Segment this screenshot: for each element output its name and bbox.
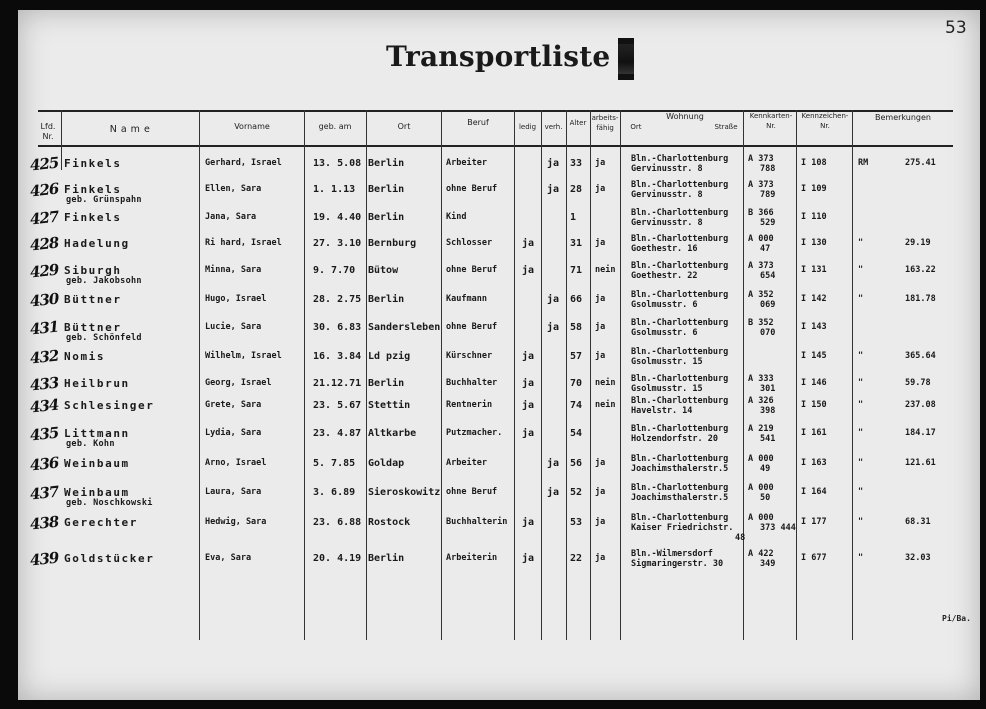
cell-w1: Bln.-Charlottenburg: [631, 424, 729, 434]
cell-kk1: A 000: [748, 454, 774, 464]
cell-geb-am: 23. 5.67: [313, 400, 362, 411]
cell-geb-am: 23. 4.87: [313, 428, 362, 439]
cell-geb-am: 23. 6.88: [313, 517, 362, 528]
cell-nr: 434: [29, 395, 60, 417]
cell-geb-am: 28. 2.75: [313, 294, 362, 305]
cell-ort: Berlin: [368, 184, 405, 195]
cell-beruf: Buchhalter: [446, 378, 498, 388]
cell-kk1: B 366: [748, 208, 774, 218]
cell-beruf: ohne Beruf: [446, 322, 498, 332]
cell-ort: Bütow: [368, 265, 399, 276]
cell-vorname: Wilhelm, Israel: [205, 351, 282, 361]
cell-vorname: Gerhard, Israel: [205, 158, 282, 168]
cell-beruf: ohne Beruf: [446, 487, 498, 497]
cell-kk1: A 326: [748, 396, 774, 406]
cell-name: Finkels: [64, 183, 122, 196]
cell-bem2: 121.61: [905, 458, 936, 468]
cell-name: Nomis: [64, 350, 106, 363]
cell-bem2: 237.08: [905, 400, 936, 410]
cell-nr: 433: [29, 373, 60, 395]
col-divider: [514, 110, 515, 640]
cell-verh: ja: [547, 158, 560, 169]
cell-kz: I 150: [801, 400, 827, 410]
cell-geb-am: 30. 6.83: [313, 322, 362, 333]
cell-kk2: 49: [760, 464, 771, 474]
cell-name: Heilbrun: [64, 377, 130, 390]
cell-verh: ja: [547, 458, 560, 469]
cell-bem1: RM: [858, 158, 869, 168]
header-arbeitsfaehig: arbeits- fähig: [591, 114, 619, 132]
cell-bem2: 59.78: [905, 378, 931, 388]
cell-ort: Bernburg: [368, 238, 417, 249]
cell-faehig: ja: [595, 322, 606, 332]
cell-beruf: Arbeiterin: [446, 553, 498, 563]
cell-vorname: Eva, Sara: [205, 553, 252, 563]
col-divider: [743, 110, 744, 640]
roman-numeral-mark: [618, 38, 634, 80]
cell-w1: Bln.-Charlottenburg: [631, 261, 729, 271]
cell-beruf: Buchhalterin: [446, 517, 508, 527]
cell-w2: Kaiser Friedrichstr.: [631, 523, 734, 533]
cell-kz: I 108: [801, 158, 827, 168]
cell-alter: 31: [570, 238, 583, 249]
cell-vorname: Grete, Sara: [205, 400, 262, 410]
cell-name: Büttner: [64, 321, 122, 334]
cell-vorname: Jana, Sara: [205, 212, 257, 222]
cell-geb-am: 9. 7.70: [313, 265, 356, 276]
cell-name: Gerechter: [64, 516, 139, 529]
cell-vorname: Hedwig, Sara: [205, 517, 267, 527]
cell-w2: Holzendorfstr. 20: [631, 434, 718, 444]
cell-name: Weinbaum: [64, 486, 130, 499]
col-divider: [796, 110, 797, 640]
cell-geb-am: 20. 4.19: [313, 553, 362, 564]
cell-kk1: A 373: [748, 180, 774, 190]
cell-alter: 57: [570, 351, 583, 362]
cell-geb: geb. Schönfeld: [66, 333, 142, 343]
cell-kk1: A 000: [748, 483, 774, 493]
cell-bem1: ": [858, 400, 864, 410]
cell-kk2: 069: [760, 300, 776, 310]
cell-kz: I 130: [801, 238, 827, 248]
cell-kz: I 146: [801, 378, 827, 388]
cell-geb-am: 5. 7.85: [313, 458, 356, 469]
cell-w2: Gsolmusstr. 15: [631, 357, 703, 367]
cell-ledig: ja: [522, 265, 535, 276]
header-lfd-nr: Lfd. Nr.: [40, 122, 56, 141]
cell-vorname: Ri hard, Israel: [205, 238, 282, 248]
cell-vorname: Lucie, Sara: [205, 322, 262, 332]
cell-w1: Bln.-Charlottenburg: [631, 513, 729, 523]
cell-ledig: ja: [522, 351, 535, 362]
cell-bem1: ": [858, 487, 864, 497]
cell-alter: 54: [570, 428, 583, 439]
cell-w1: Bln.-Charlottenburg: [631, 454, 729, 464]
cell-w2: Gervinusstr. 8: [631, 164, 703, 174]
header-kennkarten: Kennkarten- Nr.: [749, 112, 793, 130]
cell-geb: geb. Jakobsohn: [66, 276, 142, 286]
cell-faehig: ja: [595, 351, 606, 361]
cell-ledig: ja: [522, 378, 535, 389]
header-bottom-rule: [38, 145, 953, 147]
cell-ort: Sieroskowitz: [368, 487, 441, 498]
cell-name: Hadelung: [64, 237, 130, 250]
col-divider: [566, 110, 567, 640]
cell-ledig: ja: [522, 238, 535, 249]
cell-w2: Goethestr. 16: [631, 244, 698, 254]
cell-kz: I 677: [801, 553, 827, 563]
cell-geb-am: 19. 4.40: [313, 212, 362, 223]
cell-alter: 53: [570, 517, 583, 528]
cell-verh: ja: [547, 294, 560, 305]
cell-ledig: ja: [522, 428, 535, 439]
cell-faehig: ja: [595, 458, 606, 468]
cell-vorname: Minna, Sara: [205, 265, 262, 275]
cell-beruf: Schlosser: [446, 238, 493, 248]
header-verh: verh.: [544, 123, 563, 131]
header-ledig: ledig: [518, 123, 537, 131]
cell-faehig: nein: [595, 378, 616, 388]
cell-nr: 429: [29, 260, 60, 282]
cell-alter: 74: [570, 400, 583, 411]
header-wohnung: Wohnung: [666, 112, 704, 121]
cell-bem2: 68.31: [905, 517, 931, 527]
cell-geb: geb. Noschkowski: [66, 498, 153, 508]
cell-kk2: 301: [760, 384, 776, 394]
cell-name: Finkels: [64, 157, 122, 170]
cell-kz: I 177: [801, 517, 827, 527]
cell-vorname: Hugo, Israel: [205, 294, 267, 304]
cell-ort: Goldap: [368, 458, 405, 469]
header-geb-am: geb. am: [318, 122, 352, 131]
cell-nr: 431: [29, 317, 60, 339]
cell-w2: Gervinusstr. 8: [631, 218, 703, 228]
cell-geb: geb. Grünspahn: [66, 195, 142, 205]
col-divider: [590, 110, 591, 640]
cell-w2: Gsolmusstr. 6: [631, 300, 698, 310]
cell-w1: Bln.-Charlottenburg: [631, 347, 729, 357]
cell-kz: I 143: [801, 322, 827, 332]
cell-ort: Stettin: [368, 400, 411, 411]
cell-ort: Altkarbe: [368, 428, 417, 439]
cell-w1: Bln.-Charlottenburg: [631, 290, 729, 300]
cell-faehig: ja: [595, 158, 606, 168]
cell-nr: 432: [29, 346, 60, 368]
cell-kk1: A 333: [748, 374, 774, 384]
cell-bem2: 163.22: [905, 265, 936, 275]
cell-vorname: Lydia, Sara: [205, 428, 262, 438]
header-kennzeichen: Kennzeichen- Nr.: [801, 112, 849, 130]
cell-alter: 28: [570, 184, 583, 195]
cell-alter: 66: [570, 294, 583, 305]
cell-geb-am: 3. 6.89: [313, 487, 356, 498]
cell-verh: ja: [547, 322, 560, 333]
header-wohnung-ort: Ort: [630, 123, 642, 131]
cell-nr: 428: [29, 233, 60, 255]
cell-bem2: 365.64: [905, 351, 936, 361]
header-bemerkungen: Bemerkungen: [874, 113, 931, 122]
cell-faehig: ja: [595, 184, 606, 194]
cell-nr: 426: [29, 179, 60, 201]
cell-beruf: Kürschner: [446, 351, 493, 361]
cell-kz: I 164: [801, 487, 827, 497]
cell-ort: Sandersleben: [368, 322, 441, 333]
page-number: 53: [945, 18, 967, 38]
cell-nr: 430: [29, 289, 60, 311]
cell-ort: Berlin: [368, 158, 405, 169]
cell-geb-am: 16. 3.84: [313, 351, 362, 362]
cell-alter: 52: [570, 487, 583, 498]
cell-w1: Bln.-Charlottenburg: [631, 318, 729, 328]
cell-ort: Berlin: [368, 212, 405, 223]
cell-w1: Bln.-Charlottenburg: [631, 180, 729, 190]
cell-bem1: ": [858, 458, 864, 468]
cell-bem1: ": [858, 238, 864, 248]
cell-beruf: Kaufmann: [446, 294, 487, 304]
cell-w2: Joachimsthalerstr.5: [631, 493, 729, 503]
cell-beruf: Kind: [446, 212, 467, 222]
cell-alter: 71: [570, 265, 583, 276]
cell-beruf: ohne Beruf: [446, 184, 498, 194]
cell-kk1: A 373: [748, 261, 774, 271]
cell-kk2: 070: [760, 328, 776, 338]
cell-bem1: ": [858, 294, 864, 304]
col-divider: [441, 110, 442, 640]
cell-nr: 425: [29, 153, 60, 175]
cell-beruf: Putzmacher.: [446, 428, 503, 438]
cell-ort: Berlin: [368, 553, 405, 564]
cell-kk1: A 352: [748, 290, 774, 300]
cell-kz: I 131: [801, 265, 827, 275]
cell-name: Finkels: [64, 211, 122, 224]
cell-kz: I 145: [801, 351, 827, 361]
cell-kk1: A 373: [748, 154, 774, 164]
cell-alter: 22: [570, 553, 583, 564]
cell-kk2: 373 444: [760, 523, 796, 533]
cell-kk2: 788: [760, 164, 776, 174]
cell-w2: Gsolmusstr. 6: [631, 328, 698, 338]
cell-beruf: Arbeiter: [446, 458, 487, 468]
cell-beruf: ohne Beruf: [446, 265, 498, 275]
footnote-initials: Pi/Ba.: [942, 614, 971, 623]
cell-w3: 48: [735, 533, 746, 543]
cell-verh: ja: [547, 184, 560, 195]
cell-bem1: ": [858, 265, 864, 275]
cell-w2: Sigmaringerstr. 30: [631, 559, 724, 569]
cell-w2: Goethestr. 22: [631, 271, 698, 281]
col-divider: [366, 110, 367, 640]
cell-kk2: 789: [760, 190, 776, 200]
cell-w1: Bln.-Wilmersdorf: [631, 549, 713, 559]
cell-alter: 1: [570, 212, 577, 223]
cell-faehig: ja: [595, 238, 606, 248]
cell-w2: Gsolmusstr. 15: [631, 384, 703, 394]
cell-ort: Ld pzig: [368, 351, 411, 362]
cell-faehig: nein: [595, 265, 616, 275]
cell-ledig: ja: [522, 553, 535, 564]
page-title: Transportliste: [386, 40, 611, 73]
cell-nr: 438: [29, 512, 60, 534]
cell-geb-am: 13. 5.08: [313, 158, 362, 169]
cell-kk1: B 352: [748, 318, 774, 328]
cell-geb: geb. Kohn: [66, 439, 115, 449]
cell-faehig: ja: [595, 517, 606, 527]
cell-name: Goldstücker: [64, 552, 155, 565]
cell-bem2: 184.17: [905, 428, 936, 438]
cell-kz: I 110: [801, 212, 827, 222]
cell-vorname: Laura, Sara: [205, 487, 262, 497]
cell-bem2: 181.78: [905, 294, 936, 304]
cell-kk2: 541: [760, 434, 776, 444]
cell-alter: 33: [570, 158, 583, 169]
cell-w2: Joachimsthalerstr.5: [631, 464, 729, 474]
cell-faehig: ja: [595, 553, 606, 563]
cell-vorname: Ellen, Sara: [205, 184, 262, 194]
cell-vorname: Arno, Israel: [205, 458, 267, 468]
cell-faehig: ja: [595, 487, 606, 497]
cell-verh: ja: [547, 487, 560, 498]
cell-w1: Bln.-Charlottenburg: [631, 154, 729, 164]
cell-w1: Bln.-Charlottenburg: [631, 396, 729, 406]
cell-w1: Bln.-Charlottenburg: [631, 374, 729, 384]
cell-w1: Bln.-Charlottenburg: [631, 483, 729, 493]
cell-bem1: ": [858, 351, 864, 361]
cell-name: Weinbaum: [64, 457, 130, 470]
col-divider: [304, 110, 305, 640]
col-divider: [199, 110, 200, 640]
cell-nr: 436: [29, 453, 60, 475]
cell-beruf: Arbeiter: [446, 158, 487, 168]
cell-kz: I 142: [801, 294, 827, 304]
col-divider: [852, 110, 853, 640]
header-name: N a m e: [109, 124, 151, 135]
header-alter: Alter: [569, 119, 587, 127]
cell-ort: Berlin: [368, 294, 405, 305]
cell-kk2: 529: [760, 218, 776, 228]
cell-geb-am: 21.12.71: [313, 378, 362, 389]
cell-bem1: ": [858, 428, 864, 438]
cell-w2: Gervinusstr. 8: [631, 190, 703, 200]
cell-nr: 437: [29, 482, 60, 504]
cell-w1: Bln.-Charlottenburg: [631, 208, 729, 218]
cell-kk2: 398: [760, 406, 776, 416]
cell-bem2: 32.03: [905, 553, 931, 563]
cell-kk2: 47: [760, 244, 771, 254]
col-divider: [541, 110, 542, 640]
cell-kk2: 50: [760, 493, 771, 503]
cell-kk2: 654: [760, 271, 776, 281]
cell-name: Littmann: [64, 427, 130, 440]
cell-kk1: A 000: [748, 513, 774, 523]
cell-faehig: nein: [595, 400, 616, 410]
cell-kk1: A 000: [748, 234, 774, 244]
cell-name: Siburgh: [64, 264, 122, 277]
header-beruf: Beruf: [467, 118, 489, 127]
cell-kz: I 109: [801, 184, 827, 194]
header-vorname: Vorname: [234, 122, 270, 131]
cell-ledig: ja: [522, 400, 535, 411]
cell-ort: Rostock: [368, 517, 411, 528]
cell-nr: 427: [29, 207, 60, 229]
cell-ort: Berlin: [368, 378, 405, 389]
cell-vorname: Georg, Israel: [205, 378, 272, 388]
cell-faehig: ja: [595, 294, 606, 304]
cell-bem1: ": [858, 517, 864, 527]
cell-kk2: 349: [760, 559, 776, 569]
cell-ledig: ja: [522, 517, 535, 528]
cell-name: Schlesinger: [64, 399, 155, 412]
cell-bem2: 275.41: [905, 158, 936, 168]
cell-bem2: 29.19: [905, 238, 931, 248]
cell-kk1: A 422: [748, 549, 774, 559]
header-ort: Ort: [397, 122, 411, 131]
cell-name: Büttner: [64, 293, 122, 306]
cell-alter: 56: [570, 458, 583, 469]
cell-kz: I 161: [801, 428, 827, 438]
col-divider: [620, 110, 621, 640]
cell-bem1: ": [858, 553, 864, 563]
cell-nr: 439: [29, 548, 60, 570]
cell-geb-am: 27. 3.10: [313, 238, 362, 249]
cell-kk1: A 219: [748, 424, 774, 434]
col-divider: [61, 110, 62, 170]
cell-w2: Havelstr. 14: [631, 406, 693, 416]
header-wohnung-strasse: Straße: [714, 123, 738, 131]
cell-beruf: Rentnerin: [446, 400, 493, 410]
cell-nr: 435: [29, 423, 60, 445]
cell-geb-am: 1. 1.13: [313, 184, 356, 195]
cell-w1: Bln.-Charlottenburg: [631, 234, 729, 244]
cell-kz: I 163: [801, 458, 827, 468]
cell-alter: 70: [570, 378, 583, 389]
cell-alter: 58: [570, 322, 583, 333]
cell-bem1: ": [858, 378, 864, 388]
